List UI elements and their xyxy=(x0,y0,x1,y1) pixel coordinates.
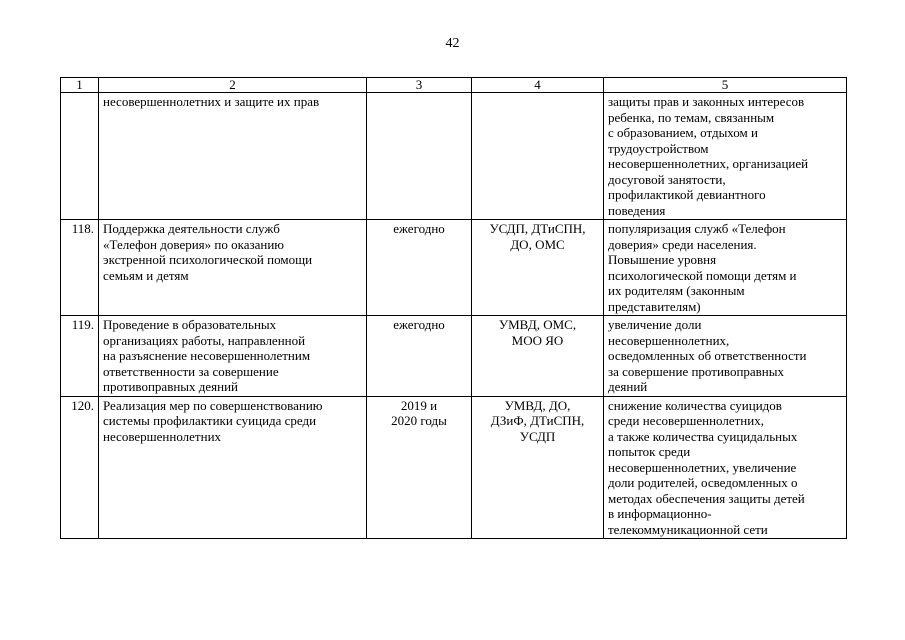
result-line: несовершеннолетних, организацией xyxy=(608,156,809,171)
executors-line: ДО, ОМС xyxy=(510,236,565,252)
term-cell xyxy=(367,316,472,397)
result-line: поведения xyxy=(608,202,666,218)
executors-line: УСДП, ДТиСПН, xyxy=(489,221,586,236)
table-row xyxy=(61,93,847,220)
row-number-cell: 119. xyxy=(61,316,99,397)
result-line: а также количества суицидальных xyxy=(608,428,798,444)
result-line: снижение количества суицидов xyxy=(608,397,782,413)
result-line: защиты прав и законных интересов xyxy=(608,94,805,109)
result-cell xyxy=(604,396,847,539)
executors-line: ДЗиФ, ДТиСПН, xyxy=(490,413,585,428)
result-line: осведомленных об ответственности xyxy=(608,348,807,363)
measure-cell xyxy=(99,316,367,397)
term-line: 2020 годы xyxy=(391,413,447,428)
measure-line: «Телефон доверия» по оказанию xyxy=(103,236,285,252)
result-line: доли родителей, осведомленных о xyxy=(608,475,798,490)
term-line: 2019 и xyxy=(400,397,438,413)
term-line: ежегодно xyxy=(393,317,445,332)
measure-line: Проведение в образовательных xyxy=(103,317,277,332)
measure-cell xyxy=(99,396,367,539)
result-line: несовершеннолетних, увеличение xyxy=(608,459,797,475)
measure-cell xyxy=(99,220,367,316)
table-row xyxy=(61,316,847,397)
column-header-3: 3 xyxy=(367,78,472,93)
result-line: психологической помощи детям и xyxy=(608,267,797,283)
column-header-5: 5 xyxy=(604,78,847,93)
measure-line: противоправных деяний xyxy=(103,379,239,394)
term-cell xyxy=(367,93,472,220)
measure-line: семьям и детям xyxy=(103,267,189,283)
result-line: в информационно- xyxy=(608,506,712,521)
result-line: несовершеннолетних, xyxy=(608,332,730,348)
result-line: деяний xyxy=(608,379,648,394)
result-line: методах обеспечения защиты детей xyxy=(608,490,805,506)
result-line: Повышение уровня xyxy=(608,252,717,267)
measure-line: организациях работы, направленной xyxy=(103,332,306,348)
result-line: увеличение доли xyxy=(608,317,702,332)
term-line: ежегодно xyxy=(393,221,445,236)
row-number-cell xyxy=(61,93,99,220)
result-line: попыток среди xyxy=(608,444,691,459)
column-header-4: 4 xyxy=(472,78,604,93)
table-row xyxy=(61,396,847,539)
executors-line: УМВД, ОМС, xyxy=(498,317,577,332)
measure-line: несовершеннолетних и защите их прав xyxy=(103,94,320,109)
result-line: профилактикой девиантного xyxy=(608,187,766,202)
result-line: ребенка, по темам, связанным xyxy=(608,109,775,125)
term-cell xyxy=(367,396,472,539)
result-line: с образованием, отдыхом и xyxy=(608,125,758,140)
executors-cell xyxy=(472,93,604,220)
result-line: среди несовершеннолетних, xyxy=(608,413,764,428)
column-header-1: 1 xyxy=(61,78,99,93)
measures-table xyxy=(60,77,847,539)
result-line: трудоустройством xyxy=(608,140,709,156)
row-number-cell: 120. xyxy=(61,396,99,539)
measure-line: Реализация мер по совершенствованию xyxy=(103,397,323,413)
measure-line: экстренной психологической помощи xyxy=(103,252,313,267)
executors-cell xyxy=(472,396,604,539)
result-cell xyxy=(604,316,847,397)
term-cell xyxy=(367,220,472,316)
result-line: доверия» среди населения. xyxy=(608,236,757,252)
result-line: популяризация служб «Телефон xyxy=(608,221,786,236)
result-line: их родителям (законным xyxy=(608,283,745,298)
result-cell xyxy=(604,220,847,316)
result-line: телекоммуникационной сети xyxy=(608,521,768,537)
executors-cell xyxy=(472,220,604,316)
result-line: представителям) xyxy=(608,298,701,314)
measure-line: системы профилактики суицида среди xyxy=(103,413,317,428)
measure-line: на разъяснение несовершеннолетним xyxy=(103,348,311,363)
executors-line: УСДП xyxy=(519,428,556,444)
executors-line: МОО ЯО xyxy=(511,332,564,348)
result-line: за совершение противоправных xyxy=(608,363,785,379)
measure-line: ответственности за совершение xyxy=(103,363,279,379)
executors-line: УМВД, ДО, xyxy=(504,397,571,413)
table-row xyxy=(61,220,847,316)
executors-cell xyxy=(472,316,604,397)
measure-line: Поддержка деятельности служб xyxy=(103,221,280,236)
measure-line: несовершеннолетних xyxy=(103,428,222,444)
result-line: досуговой занятости, xyxy=(608,171,726,187)
column-number-row xyxy=(61,78,847,93)
result-cell xyxy=(604,93,847,220)
page-number: 42 xyxy=(445,36,460,51)
measure-cell xyxy=(99,93,367,220)
column-header-2: 2 xyxy=(99,78,367,93)
row-number-cell: 118. xyxy=(61,220,99,316)
